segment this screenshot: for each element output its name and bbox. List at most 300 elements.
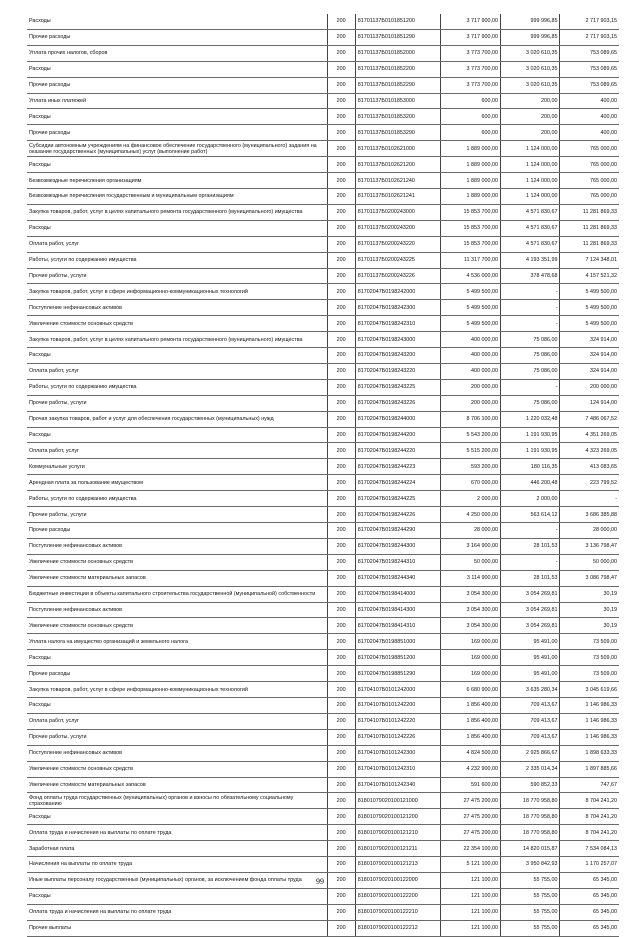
table-row xyxy=(27,363,619,379)
row-code-cell: 200 xyxy=(327,332,355,348)
row-unexecuted-cell: 200 000,00 xyxy=(560,379,619,395)
row-unexecuted-cell: 7 534 084,13 xyxy=(560,841,619,857)
table-row xyxy=(27,602,619,618)
row-executed-cell: 2 335 014,34 xyxy=(500,761,560,777)
row-name-cell: Поступление нефинансовых активов xyxy=(27,745,327,761)
row-approved-cell: 169 000,00 xyxy=(441,650,501,666)
row-approved-cell: 50 000,00 xyxy=(441,554,501,570)
row-code-cell: 200 xyxy=(327,523,355,539)
row-kbk-cell: 81702047Б0198244226 xyxy=(355,507,441,523)
row-name-cell: Оплата работ, услуг xyxy=(27,443,327,459)
row-kbk-cell: 81702047Б0198243225 xyxy=(355,379,441,395)
row-kbk-cell: 81702047Б0198851290 xyxy=(355,666,441,682)
row-name-cell: Расходы xyxy=(27,697,327,713)
row-name-cell: Иные выплаты персоналу государственных (муниципальных) органов, за исключением фонда оплаты труда xyxy=(27,872,327,888)
row-code-cell: 200 xyxy=(327,888,355,904)
row-approved-cell: 169 000,00 xyxy=(441,634,501,650)
row-kbk-cell: 81702047Б0198244224 xyxy=(355,475,441,491)
row-kbk-cell: 81702047Б0198851000 xyxy=(355,634,441,650)
row-unexecuted-cell: 324 914,00 xyxy=(560,363,619,379)
row-kbk-cell: 81702047Б0198414000 xyxy=(355,586,441,602)
row-name-cell: Поступление нефинансовых активов xyxy=(27,300,327,316)
row-code-cell: 200 xyxy=(327,61,355,77)
row-kbk-cell: 81801079020100121211 xyxy=(355,841,441,857)
row-approved-cell: 1 856 400,00 xyxy=(441,729,501,745)
budget-table-page xyxy=(27,14,619,937)
row-approved-cell: 121 100,00 xyxy=(441,904,501,920)
row-executed-cell: 18 770 958,80 xyxy=(500,825,560,841)
row-code-cell: 200 xyxy=(327,682,355,698)
row-kbk-cell: 81702047Б0198244220 xyxy=(355,443,441,459)
row-name-cell: Увеличение стоимости основных средств xyxy=(27,316,327,332)
row-name-cell: Поступление нефинансовых активов xyxy=(27,538,327,554)
row-approved-cell: 200 000,00 xyxy=(441,395,501,411)
row-executed-cell: 75 086,00 xyxy=(500,363,560,379)
row-executed-cell: 1 191 930,95 xyxy=(500,443,560,459)
row-name-cell: Уплата налога на имущество организаций и земельного налога xyxy=(27,634,327,650)
row-approved-cell: 3 717 900,00 xyxy=(441,29,501,45)
row-approved-cell: 5 499 500,00 xyxy=(441,300,501,316)
row-unexecuted-cell: 753 089,65 xyxy=(560,61,619,77)
row-approved-cell: 3 054 300,00 xyxy=(441,602,501,618)
row-kbk-cell: 81801079020100121210 xyxy=(355,825,441,841)
row-name-cell: Прочие выплаты xyxy=(27,920,327,936)
row-code-cell: 200 xyxy=(327,666,355,682)
row-name-cell: Работы, услуги по содержанию имущества xyxy=(27,491,327,507)
row-name-cell: Закупка товаров, работ, услуг в целях капитального ремонта государственного (муниципального) имущества xyxy=(27,204,327,220)
row-unexecuted-cell: 3 136 798,47 xyxy=(560,538,619,554)
row-executed-cell: 18 770 958,80 xyxy=(500,793,560,809)
row-approved-cell: 4 250 000,00 xyxy=(441,507,501,523)
page-number: 99 xyxy=(316,877,324,886)
table-row xyxy=(27,332,619,348)
row-name-cell: Поступление нефинансовых активов xyxy=(27,602,327,618)
row-approved-cell: 8 706 100,00 xyxy=(441,411,501,427)
row-unexecuted-cell: 11 281 869,33 xyxy=(560,204,619,220)
row-name-cell: Расходы xyxy=(27,650,327,666)
budget-execution-table xyxy=(27,14,619,937)
row-code-cell: 200 xyxy=(327,204,355,220)
table-row xyxy=(27,157,619,173)
table-row xyxy=(27,857,619,873)
row-unexecuted-cell: 11 281 869,33 xyxy=(560,236,619,252)
row-code-cell: 200 xyxy=(327,602,355,618)
row-approved-cell: 1 889 000,00 xyxy=(441,173,501,189)
row-executed-cell: 4 571 830,67 xyxy=(500,236,560,252)
row-code-cell: 200 xyxy=(327,825,355,841)
row-unexecuted-cell: 413 083,65 xyxy=(560,459,619,475)
row-code-cell: 200 xyxy=(327,841,355,857)
table-row xyxy=(27,459,619,475)
row-code-cell: 200 xyxy=(327,45,355,61)
row-name-cell: Увеличение стоимости материальных запасов xyxy=(27,777,327,793)
row-kbk-cell: 81701137Б0200243225 xyxy=(355,252,441,268)
row-name-cell: Прочие работы, услуги xyxy=(27,395,327,411)
row-name-cell: Расходы xyxy=(27,157,327,173)
row-unexecuted-cell: 223 799,52 xyxy=(560,475,619,491)
row-executed-cell: 563 614,12 xyxy=(500,507,560,523)
row-unexecuted-cell: 1 897 885,66 xyxy=(560,761,619,777)
row-code-cell: 200 xyxy=(327,729,355,745)
row-approved-cell: 670 000,00 xyxy=(441,475,501,491)
row-name-cell: Оплата труда и начисления на выплаты по оплате труда xyxy=(27,904,327,920)
table-row xyxy=(27,14,619,29)
row-executed-cell: 3 020 610,35 xyxy=(500,61,560,77)
table-row xyxy=(27,77,619,93)
row-code-cell: 200 xyxy=(327,634,355,650)
table-row xyxy=(27,729,619,745)
row-unexecuted-cell: 7 124 348,01 xyxy=(560,252,619,268)
table-row xyxy=(27,713,619,729)
row-executed-cell: 3 635 280,34 xyxy=(500,682,560,698)
row-unexecuted-cell: 65 345,00 xyxy=(560,872,619,888)
row-kbk-cell: 81701137Б0101852200 xyxy=(355,61,441,77)
row-unexecuted-cell: 400,00 xyxy=(560,109,619,125)
row-executed-cell: 75 086,00 xyxy=(500,348,560,364)
table-row xyxy=(27,777,619,793)
row-name-cell: Прочие работы, услуги xyxy=(27,268,327,284)
row-executed-cell: 378 478,68 xyxy=(500,268,560,284)
row-kbk-cell: 81801079020100121200 xyxy=(355,809,441,825)
row-kbk-cell: 81704107Б0101242340 xyxy=(355,777,441,793)
row-unexecuted-cell: 1 898 633,33 xyxy=(560,745,619,761)
row-name-cell: Расходы xyxy=(27,109,327,125)
row-approved-cell: 3 054 300,00 xyxy=(441,586,501,602)
row-code-cell: 200 xyxy=(327,300,355,316)
row-code-cell: 200 xyxy=(327,379,355,395)
row-code-cell: 200 xyxy=(327,697,355,713)
row-kbk-cell: 81801079020100122000 xyxy=(355,872,441,888)
row-code-cell: 200 xyxy=(327,809,355,825)
row-kbk-cell: 81702047Б0198244225 xyxy=(355,491,441,507)
row-code-cell: 200 xyxy=(327,904,355,920)
row-approved-cell: 3 773 700,00 xyxy=(441,77,501,93)
table-row xyxy=(27,411,619,427)
row-approved-cell: 4 232 900,00 xyxy=(441,761,501,777)
row-approved-cell: 27 475 200,00 xyxy=(441,793,501,809)
row-approved-cell: 1 856 400,00 xyxy=(441,697,501,713)
row-name-cell: Арендная плата за пользование имуществом xyxy=(27,475,327,491)
row-code-cell: 200 xyxy=(327,316,355,332)
row-unexecuted-cell: 2 717 903,15 xyxy=(560,29,619,45)
table-row xyxy=(27,236,619,252)
row-approved-cell: 400 000,00 xyxy=(441,332,501,348)
row-executed-cell: 1 191 930,95 xyxy=(500,427,560,443)
table-row xyxy=(27,904,619,920)
row-executed-cell: 1 124 000,00 xyxy=(500,157,560,173)
row-executed-cell: - xyxy=(500,284,560,300)
table-row xyxy=(27,475,619,491)
table-row xyxy=(27,682,619,698)
row-unexecuted-cell: 30,19 xyxy=(560,618,619,634)
row-approved-cell: 3 164 900,00 xyxy=(441,538,501,554)
row-name-cell: Уплата иных платежей xyxy=(27,93,327,109)
row-unexecuted-cell: 65 345,00 xyxy=(560,888,619,904)
row-executed-cell: 999 996,85 xyxy=(500,14,560,29)
table-row xyxy=(27,618,619,634)
row-kbk-cell: 81701137Б0101853290 xyxy=(355,125,441,141)
table-row xyxy=(27,379,619,395)
table-row xyxy=(27,268,619,284)
row-unexecuted-cell: 2 717 903,15 xyxy=(560,14,619,29)
row-executed-cell: - xyxy=(500,316,560,332)
row-kbk-cell: 81702047Б0198244200 xyxy=(355,427,441,443)
row-approved-cell: 1 889 000,00 xyxy=(441,157,501,173)
row-approved-cell: 1 856 400,00 xyxy=(441,713,501,729)
row-name-cell: Начисления на выплаты по оплате труда xyxy=(27,857,327,873)
row-unexecuted-cell: 400,00 xyxy=(560,93,619,109)
row-kbk-cell: 81704107Б0101242300 xyxy=(355,745,441,761)
row-code-cell: 200 xyxy=(327,268,355,284)
table-row xyxy=(27,825,619,841)
row-name-cell: Расходы xyxy=(27,61,327,77)
row-unexecuted-cell: 30,19 xyxy=(560,586,619,602)
table-row xyxy=(27,841,619,857)
row-name-cell: Фонд оплаты труда государственных (муниципальных) органов и взносы по обязательному социальному страхованию xyxy=(27,793,327,809)
row-approved-cell: 5 515 200,00 xyxy=(441,443,501,459)
table-row xyxy=(27,523,619,539)
row-kbk-cell: 81701137Б0101853000 xyxy=(355,93,441,109)
row-approved-cell: 3 054 300,00 xyxy=(441,618,501,634)
row-approved-cell: 200 000,00 xyxy=(441,379,501,395)
row-executed-cell: 1 124 000,00 xyxy=(500,141,560,157)
table-row xyxy=(27,316,619,332)
row-approved-cell: 28 000,00 xyxy=(441,523,501,539)
row-code-cell: 200 xyxy=(327,427,355,443)
row-executed-cell: 18 770 958,80 xyxy=(500,809,560,825)
row-code-cell: 200 xyxy=(327,872,355,888)
row-kbk-cell: 81702047Б0198244310 xyxy=(355,554,441,570)
row-approved-cell: 169 000,00 xyxy=(441,666,501,682)
row-kbk-cell: 81702047Б0198242000 xyxy=(355,284,441,300)
row-executed-cell: - xyxy=(500,300,560,316)
row-code-cell: 200 xyxy=(327,188,355,204)
row-code-cell: 200 xyxy=(327,777,355,793)
row-unexecuted-cell: 765 000,00 xyxy=(560,157,619,173)
table-row xyxy=(27,125,619,141)
table-row xyxy=(27,888,619,904)
table-row xyxy=(27,45,619,61)
row-unexecuted-cell: 5 499 500,00 xyxy=(560,316,619,332)
row-name-cell: Заработная плата xyxy=(27,841,327,857)
row-code-cell: 200 xyxy=(327,77,355,93)
row-name-cell: Работы, услуги по содержанию имущества xyxy=(27,252,327,268)
table-row xyxy=(27,554,619,570)
row-kbk-cell: 81702047Б0198243200 xyxy=(355,348,441,364)
row-code-cell: 200 xyxy=(327,29,355,45)
row-code-cell: 200 xyxy=(327,761,355,777)
row-name-cell: Увеличение стоимости основных средств xyxy=(27,618,327,634)
row-kbk-cell: 81702047Б0198851200 xyxy=(355,650,441,666)
table-row xyxy=(27,284,619,300)
row-name-cell: Оплата работ, услуг xyxy=(27,236,327,252)
row-approved-cell: 5 499 500,00 xyxy=(441,316,501,332)
row-code-cell: 200 xyxy=(327,157,355,173)
row-executed-cell: 3 020 610,35 xyxy=(500,45,560,61)
row-approved-cell: 27 475 200,00 xyxy=(441,809,501,825)
row-approved-cell: 5 543 200,00 xyxy=(441,427,501,443)
row-kbk-cell: 81701137Б0200243220 xyxy=(355,236,441,252)
row-approved-cell: 600,00 xyxy=(441,109,501,125)
row-unexecuted-cell: 8 704 241,20 xyxy=(560,809,619,825)
row-kbk-cell: 81701137Б0200243000 xyxy=(355,204,441,220)
row-kbk-cell: 81801079020100122200 xyxy=(355,888,441,904)
table-row xyxy=(27,395,619,411)
row-name-cell: Прочие расходы xyxy=(27,523,327,539)
row-executed-cell: 95 491,00 xyxy=(500,650,560,666)
row-name-cell: Бюджетные инвестиции в объекты капитального строительства государственной (муниципальной) собственности xyxy=(27,586,327,602)
row-kbk-cell: 81701137Б0102621200 xyxy=(355,157,441,173)
table-row xyxy=(27,29,619,45)
table-row xyxy=(27,761,619,777)
row-executed-cell: 1 124 000,00 xyxy=(500,173,560,189)
row-unexecuted-cell: 124 914,00 xyxy=(560,395,619,411)
row-approved-cell: 600,00 xyxy=(441,125,501,141)
row-code-cell: 200 xyxy=(327,284,355,300)
table-row xyxy=(27,252,619,268)
row-approved-cell: 22 354 100,00 xyxy=(441,841,501,857)
row-executed-cell: 709 413,67 xyxy=(500,713,560,729)
row-name-cell: Безвозмездные перечисления организациям xyxy=(27,173,327,189)
row-unexecuted-cell: 4 323 269,05 xyxy=(560,443,619,459)
row-name-cell: Прочие расходы xyxy=(27,29,327,45)
row-executed-cell: 2 000,00 xyxy=(500,491,560,507)
row-executed-cell: 200,00 xyxy=(500,93,560,109)
row-executed-cell: 55 755,00 xyxy=(500,888,560,904)
table-row xyxy=(27,666,619,682)
row-approved-cell: 121 100,00 xyxy=(441,920,501,936)
row-executed-cell: 55 755,00 xyxy=(500,904,560,920)
row-name-cell: Расходы xyxy=(27,14,327,29)
row-unexecuted-cell: 7 486 067,52 xyxy=(560,411,619,427)
row-kbk-cell: 81701137Б0102621000 xyxy=(355,141,441,157)
row-approved-cell: 121 100,00 xyxy=(441,872,501,888)
row-kbk-cell: 81801079020100122212 xyxy=(355,920,441,936)
row-name-cell: Прочие работы, услуги xyxy=(27,507,327,523)
row-name-cell: Оплата работ, услуг xyxy=(27,713,327,729)
row-kbk-cell: 81801079020100122210 xyxy=(355,904,441,920)
row-kbk-cell: 81701137Б0101853200 xyxy=(355,109,441,125)
row-kbk-cell: 81801079020100121000 xyxy=(355,793,441,809)
row-code-cell: 200 xyxy=(327,586,355,602)
row-code-cell: 200 xyxy=(327,745,355,761)
table-row xyxy=(27,793,619,809)
row-executed-cell: 590 852,33 xyxy=(500,777,560,793)
row-name-cell: Расходы xyxy=(27,809,327,825)
row-kbk-cell: 81801079020100121213 xyxy=(355,857,441,873)
table-row xyxy=(27,650,619,666)
row-unexecuted-cell: 8 704 241,20 xyxy=(560,825,619,841)
row-executed-cell: 28 101,53 xyxy=(500,570,560,586)
row-code-cell: 200 xyxy=(327,618,355,634)
row-unexecuted-cell: 3 086 798,47 xyxy=(560,570,619,586)
row-approved-cell: 3 773 700,00 xyxy=(441,61,501,77)
row-unexecuted-cell: 73 509,00 xyxy=(560,634,619,650)
row-kbk-cell: 81704107Б0101242000 xyxy=(355,682,441,698)
row-approved-cell: 2 000,00 xyxy=(441,491,501,507)
row-unexecuted-cell: 65 345,00 xyxy=(560,904,619,920)
row-code-cell: 200 xyxy=(327,491,355,507)
row-kbk-cell: 81702047Б0198244340 xyxy=(355,570,441,586)
row-unexecuted-cell: 747,67 xyxy=(560,777,619,793)
row-approved-cell: 400 000,00 xyxy=(441,363,501,379)
row-executed-cell: 999 996,85 xyxy=(500,29,560,45)
row-approved-cell: 27 475 200,00 xyxy=(441,825,501,841)
row-name-cell: Расходы xyxy=(27,888,327,904)
row-executed-cell: 709 413,67 xyxy=(500,697,560,713)
row-approved-cell: 5 499 500,00 xyxy=(441,284,501,300)
row-approved-cell: 1 889 000,00 xyxy=(441,188,501,204)
row-kbk-cell: 81701137Б0102621240 xyxy=(355,173,441,189)
row-kbk-cell: 81702047Б0198244290 xyxy=(355,523,441,539)
row-name-cell: Увеличение стоимости основных средств xyxy=(27,761,327,777)
row-executed-cell: 3 054 269,81 xyxy=(500,602,560,618)
row-unexecuted-cell: 3 045 619,66 xyxy=(560,682,619,698)
row-code-cell: 200 xyxy=(327,443,355,459)
row-code-cell: 200 xyxy=(327,570,355,586)
table-row xyxy=(27,61,619,77)
row-unexecuted-cell: 11 281 869,33 xyxy=(560,220,619,236)
row-approved-cell: 15 853 700,00 xyxy=(441,204,501,220)
row-approved-cell: 6 680 900,00 xyxy=(441,682,501,698)
row-name-cell: Расходы xyxy=(27,220,327,236)
row-kbk-cell: 81701137Б0101852290 xyxy=(355,77,441,93)
row-unexecuted-cell: 1 146 986,33 xyxy=(560,697,619,713)
row-code-cell: 200 xyxy=(327,125,355,141)
row-approved-cell: 593 200,00 xyxy=(441,459,501,475)
row-executed-cell: - xyxy=(500,523,560,539)
row-kbk-cell: 81702047Б0198242310 xyxy=(355,316,441,332)
row-executed-cell: - xyxy=(500,379,560,395)
row-name-cell: Прочие расходы xyxy=(27,125,327,141)
row-approved-cell: 15 853 700,00 xyxy=(441,236,501,252)
row-name-cell: Закупка товаров, работ, услуг в целях капитального ремонта государственного (муниципального) имущества xyxy=(27,332,327,348)
row-code-cell: 200 xyxy=(327,650,355,666)
table-row xyxy=(27,220,619,236)
row-code-cell: 200 xyxy=(327,920,355,936)
row-unexecuted-cell: 324 914,00 xyxy=(560,332,619,348)
row-code-cell: 200 xyxy=(327,109,355,125)
row-name-cell: Прочие работы, услуги xyxy=(27,729,327,745)
table-row xyxy=(27,538,619,554)
table-row xyxy=(27,920,619,936)
row-code-cell: 200 xyxy=(327,459,355,475)
row-executed-cell: 4 571 830,67 xyxy=(500,220,560,236)
row-code-cell: 200 xyxy=(327,538,355,554)
row-code-cell: 200 xyxy=(327,793,355,809)
row-kbk-cell: 81701137Б0101851200 xyxy=(355,14,441,29)
row-approved-cell: 4 536 000,00 xyxy=(441,268,501,284)
row-kbk-cell: 81704107Б0101242226 xyxy=(355,729,441,745)
row-code-cell: 200 xyxy=(327,252,355,268)
row-kbk-cell: 81704107Б0101242310 xyxy=(355,761,441,777)
row-executed-cell: 709 413,67 xyxy=(500,729,560,745)
row-approved-cell: 3 773 700,00 xyxy=(441,45,501,61)
row-executed-cell: 4 193 351,99 xyxy=(500,252,560,268)
row-name-cell: Прочие расходы xyxy=(27,666,327,682)
row-code-cell: 200 xyxy=(327,507,355,523)
table-row xyxy=(27,348,619,364)
row-name-cell: Прочие расходы xyxy=(27,77,327,93)
row-approved-cell: 591 600,00 xyxy=(441,777,501,793)
row-kbk-cell: 81701137Б0200243200 xyxy=(355,220,441,236)
row-code-cell: 200 xyxy=(327,14,355,29)
row-name-cell: Увеличение стоимости основных средств xyxy=(27,554,327,570)
row-kbk-cell: 81704107Б0101242220 xyxy=(355,713,441,729)
row-executed-cell: 3 020 610,35 xyxy=(500,77,560,93)
row-unexecuted-cell: 324 914,00 xyxy=(560,348,619,364)
row-executed-cell: 2 925 866,67 xyxy=(500,745,560,761)
